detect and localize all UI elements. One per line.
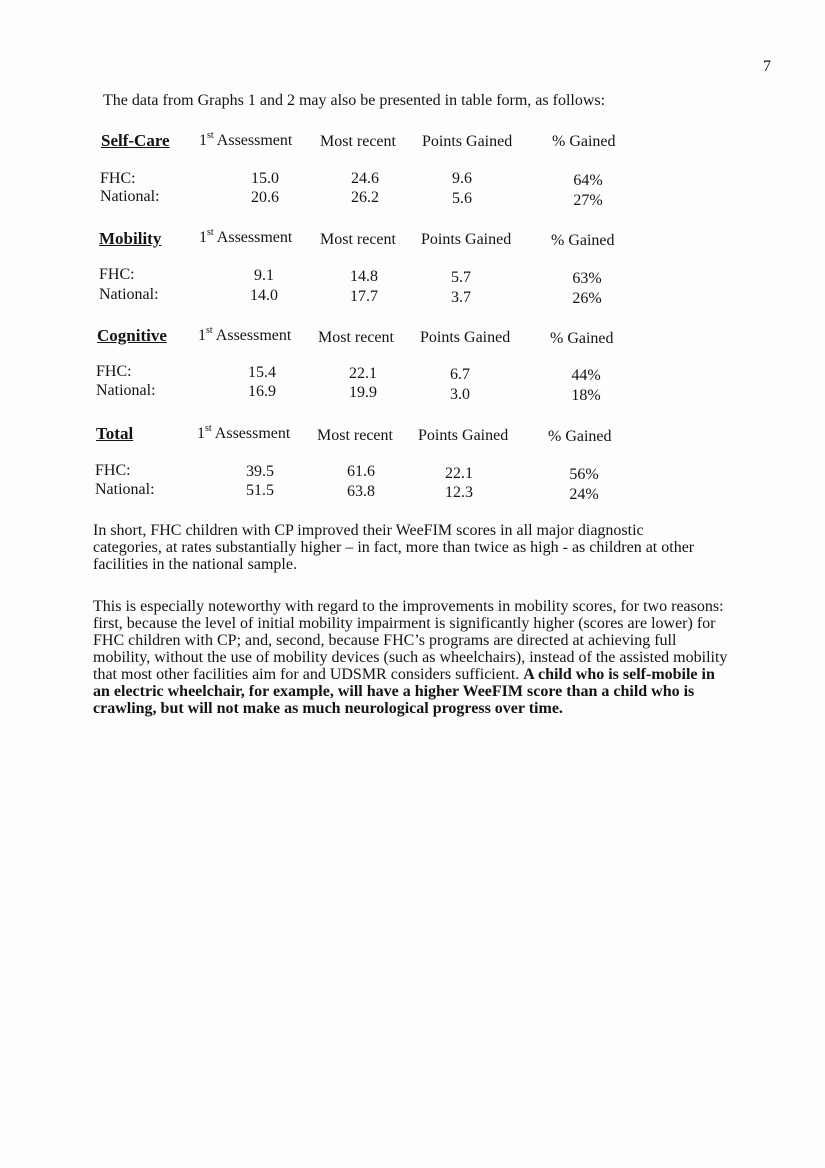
cell-pct: 18% [571, 387, 601, 404]
column-header-points-gained: Points Gained [420, 329, 511, 346]
row-label: FHC: [100, 170, 136, 187]
cell-points: 5.7 [451, 269, 471, 286]
cell-first: 14.0 [250, 287, 278, 304]
column-header-most-recent: Most recent [317, 427, 393, 444]
column-header-pct-gained: % Gained [552, 133, 616, 150]
column-header-first-assessment: 1st Assessment [198, 324, 292, 344]
column-header-most-recent: Most recent [320, 231, 396, 248]
cell-first: 15.4 [248, 364, 276, 381]
cell-recent: 22.1 [349, 365, 377, 382]
paragraph-line [93, 666, 773, 683]
cell-pct: 44% [571, 367, 601, 384]
cell-first: 39.5 [246, 463, 274, 480]
cell-pct: 64% [573, 172, 603, 189]
table-section-cognitive [0, 324, 825, 404]
cell-points: 12.3 [445, 484, 473, 501]
column-header-pct-gained: % Gained [548, 428, 612, 445]
cell-recent: 19.9 [349, 384, 377, 401]
cell-pct: 63% [572, 270, 602, 287]
cell-recent: 63.8 [347, 483, 375, 500]
section-title: Cognitive [97, 326, 167, 345]
cell-points: 5.6 [452, 190, 472, 207]
row-label: National: [95, 481, 155, 498]
table-section-self-care [0, 128, 825, 208]
cell-points: 3.7 [451, 289, 471, 306]
paragraph-line: categories, at rates substantially higher – in fact, more than twice as high - as children at other [93, 539, 695, 556]
cell-first: 15.0 [251, 170, 279, 187]
column-header-points-gained: Points Gained [422, 133, 513, 150]
cell-recent: 24.6 [351, 170, 379, 187]
cell-points: 22.1 [445, 465, 473, 482]
paragraph-line: FHC children with CP; and, second, because FHC’s programs are directed at achieving full [93, 632, 677, 649]
intro-text: The data from Graphs 1 and 2 may also be presented in table form, as follows: [103, 92, 606, 109]
column-header-points-gained: Points Gained [418, 427, 509, 444]
cell-first: 16.9 [248, 383, 276, 400]
paragraph-line [93, 683, 773, 700]
paragraph-line: This is especially noteworthy with regard to the improvements in mobility scores, for two reasons: [93, 598, 724, 615]
cell-pct: 24% [569, 486, 599, 503]
cell-first: 20.6 [251, 189, 279, 206]
cell-points: 6.7 [450, 366, 470, 383]
section-title: Total [96, 424, 134, 443]
cell-recent: 14.8 [350, 268, 378, 285]
paragraph-line: mobility, without the use of mobility devices (such as wheelchairs), instead of the assisted mobility [93, 649, 728, 666]
row-label: National: [96, 382, 156, 399]
emphasis-text: crawling, but will not make as much neurological progress over time. [93, 700, 563, 717]
cell-first: 51.5 [246, 482, 274, 499]
cell-recent: 17.7 [350, 288, 378, 305]
cell-points: 9.6 [452, 170, 472, 187]
cell-recent: 61.6 [347, 463, 375, 480]
section-title: Self-Care [101, 131, 170, 150]
column-header-first-assessment: 1st Assessment [199, 226, 293, 246]
emphasis-text: an electric wheelchair, for example, will have a higher WeeFIM score than a child who is [93, 683, 695, 700]
mobility-paragraph [93, 598, 773, 717]
row-label: FHC: [95, 462, 131, 479]
cell-points: 3.0 [450, 386, 470, 403]
paragraph-text: that most other facilities aim for and UDSMR considers sufficient. [93, 666, 524, 683]
row-label: FHC: [96, 363, 132, 380]
column-header-most-recent: Most recent [318, 329, 394, 346]
section-title: Mobility [99, 229, 162, 248]
paragraph-line: first, because the level of initial mobility impairment is significantly higher (scores are lower) for [93, 615, 716, 632]
column-header-pct-gained: % Gained [551, 232, 615, 249]
row-label: National: [100, 188, 160, 205]
page-number: 7 [763, 58, 771, 75]
cell-recent: 26.2 [351, 189, 379, 206]
column-header-most-recent: Most recent [320, 133, 396, 150]
column-header-first-assessment: 1st Assessment [197, 422, 291, 442]
table-section-mobility [0, 226, 825, 306]
cell-first: 9.1 [254, 267, 274, 284]
cell-pct: 27% [573, 192, 603, 209]
paragraph-line: facilities in the national sample. [93, 556, 297, 573]
emphasis-text: A child who is self-mobile in [523, 666, 715, 683]
cell-pct: 26% [572, 290, 602, 307]
table-section-total [0, 422, 825, 502]
column-header-first-assessment: 1st Assessment [199, 129, 293, 149]
summary-paragraph [93, 522, 743, 573]
column-header-points-gained: Points Gained [421, 231, 512, 248]
paragraph-line [93, 700, 773, 717]
column-header-pct-gained: % Gained [550, 330, 614, 347]
paragraph-line: In short, FHC children with CP improved their WeeFIM scores in all major diagnostic [93, 522, 644, 539]
row-label: National: [99, 286, 159, 303]
row-label: FHC: [99, 266, 135, 283]
cell-pct: 56% [569, 466, 599, 483]
